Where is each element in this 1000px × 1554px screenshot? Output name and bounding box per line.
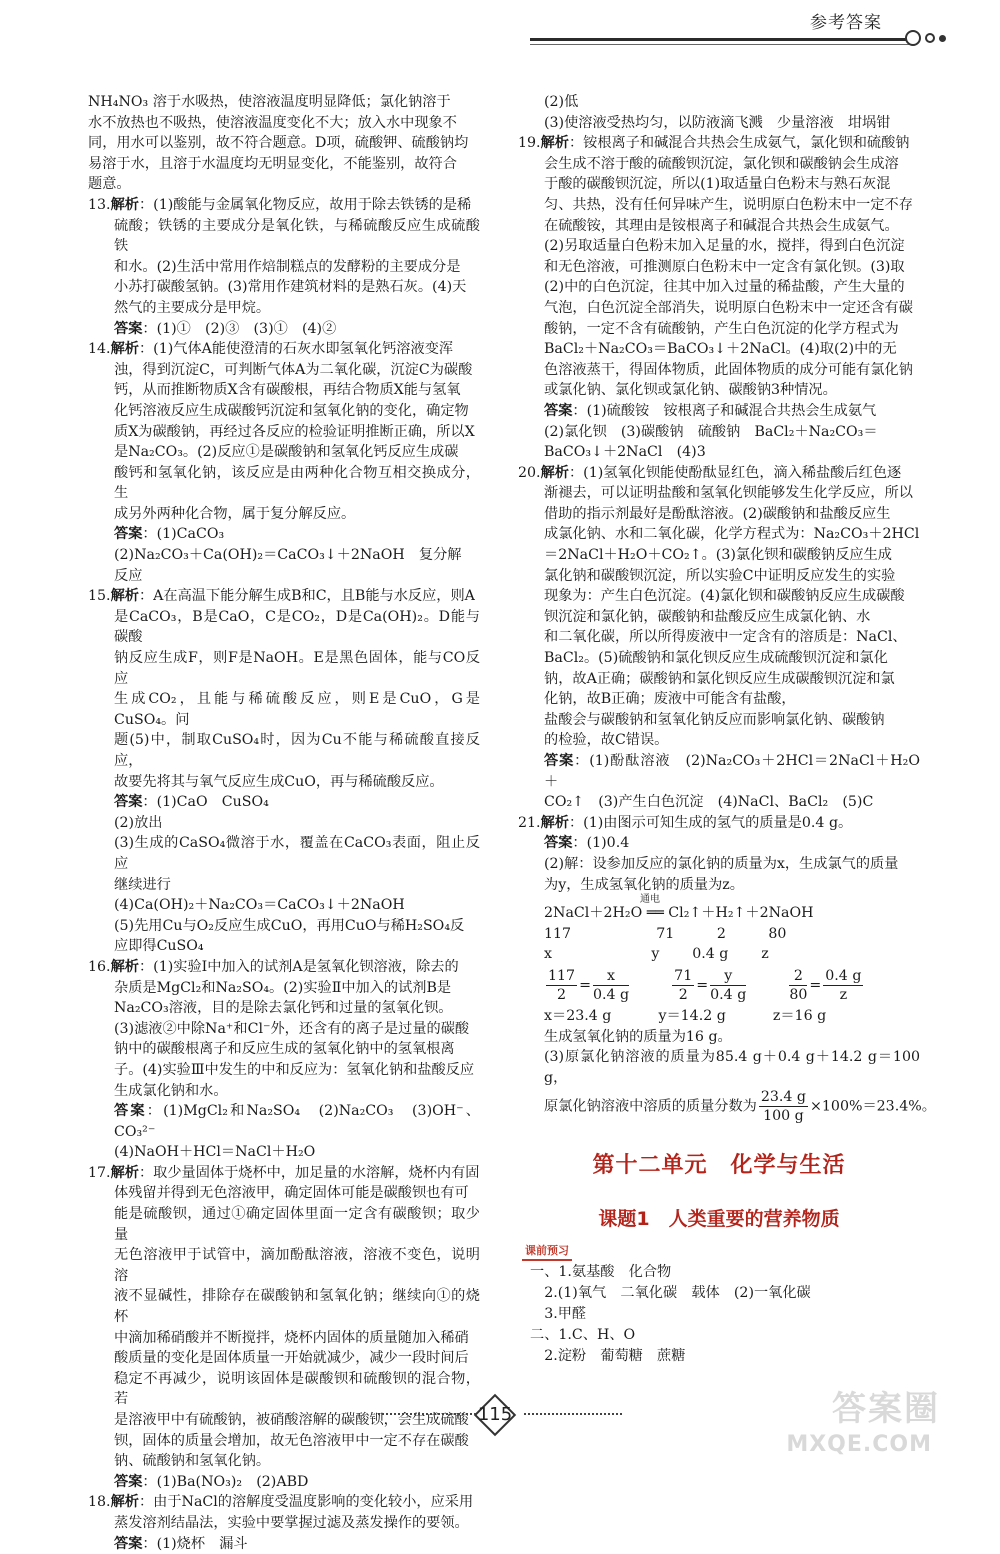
answer-text: ：(1)MgCl₂和Na₂SO₄ (2)Na₂CO₃ (3)OH⁻、CO₃²⁻ — [114, 1103, 480, 1140]
analysis-label: 解析 — [110, 1164, 139, 1181]
header-rule-thin — [530, 44, 910, 45]
q20 — [518, 463, 920, 484]
text-line: BaCl₂。(5)硫酸钠和氯化钡反应生成硫酸钡沉淀和氯化 — [544, 650, 888, 667]
text-line: ：(1)氢氧化钡能使酚酞显红色，滴入稀盐酸后红色逐 — [568, 464, 902, 481]
q14 — [88, 339, 480, 360]
analysis-label: 解析 — [540, 814, 569, 831]
text-line: 易溶于水，且溶于水温度均无明显变化，不能鉴别，故符合 — [88, 155, 457, 172]
answer-line: (3)生成的CaSO₄微溶于水，覆盖在CaCO₃表面，阻止反应 — [114, 835, 480, 872]
text-line: 钠反应生成F，则F是NaOH。E是黑色固体，能与CO反应 — [114, 650, 480, 687]
answer-line: CO₂↑ (3)产生白色沉淀 (4)NaCl、BaCl₂ (5)C — [544, 794, 874, 811]
preview-answers — [530, 1262, 910, 1367]
answer-line — [114, 1534, 480, 1554]
text-line: ：(1)气体A能使澄清的石灰水即氢氧化钙溶液变浑 — [138, 341, 454, 358]
q17 — [88, 1163, 480, 1184]
text-line: 成氯化钠、水和二氧化碳，化学方程式为：Na₂CO₃＋2HCl — [544, 526, 920, 543]
text-line: 酸钠，一定不含有硫酸钠，产生白色沉淀的化学方程式为 — [544, 320, 899, 337]
answer-text: ：(1)CaCO₃ — [142, 526, 225, 543]
answer-line: 应即得CuSO₄ — [114, 938, 204, 955]
analysis-label: 解析 — [110, 341, 139, 358]
text-line: 钡沉淀和氯化钠，碳酸钠和盐酸反应生成氯化钠、水 — [544, 608, 871, 625]
q13 — [88, 195, 480, 216]
molar-mass-row: 117 71 2 80 — [544, 925, 787, 942]
text-line: 化钠，故B正确；废液中可能含有盐酸， — [544, 691, 796, 708]
fraction: $\frac{2}{80}$ — [789, 967, 808, 1003]
header-dot-icon — [939, 35, 946, 42]
text-line: 故要先将其与氧气反应生成CuO，再与稀硫酸反应。 — [114, 773, 444, 790]
text-line: 是溶液甲中有硫酸钠，被硝酸溶解的碳酸钡，会生成硫酸 — [114, 1412, 469, 1428]
q15-body — [88, 607, 480, 957]
analysis-label: 解析 — [540, 464, 569, 481]
text-line: 钠中的碳酸根离子和反应生成的氢氧化钠中的氢氧根离 — [114, 1041, 455, 1058]
text-line: 和水。(2)生活中常用作焙制糕点的发酵粉的主要成分是 — [114, 258, 461, 275]
text-line: 然气的主要成分是甲烷。 — [114, 299, 271, 316]
text-line: 同，用水可以鉴别，故不符合题意。D项，硫酸钾、硫酸钠均 — [88, 135, 469, 152]
text-line: 是Na₂CO₃。(2)反应①是碳酸钠和氢氧化钙反应生成碳 — [114, 444, 459, 461]
answer-label: 答案 — [114, 320, 143, 337]
text-line: 杂质是MgCl₂和Na₂SO₄。(2)实验Ⅱ中加入的试剂B是 — [114, 979, 452, 996]
analysis-label: 解析 — [110, 196, 139, 213]
analysis-label: 解析 — [540, 135, 569, 152]
results-row: x＝23.4 g y＝14.2 g z＝16 g — [544, 1007, 827, 1024]
text-line: 生成CO₂，且能与稀硫酸反应，则E是CuO，G是CuSO₄。问 — [114, 691, 480, 728]
header-title: 参考答案 — [810, 13, 882, 33]
solution-line: 为y，生成氢氧化钠的质量为z。 — [544, 876, 744, 893]
text-line: 在硫酸铵，其理由是铵根离子和碱混合共热会生成氨气。 — [544, 217, 899, 234]
q20-body — [518, 483, 920, 813]
question-number: 13. — [88, 196, 111, 213]
text-line: 钠，故A正确；碳酸钠和氯化钡反应生成碳酸钡沉淀和氯 — [544, 670, 895, 687]
answer-line: BaCO₃↓＋2NaCl (4)3 — [544, 444, 706, 461]
q13-body — [88, 216, 480, 340]
q16 — [88, 957, 480, 978]
text-line: 蒸发溶剂结晶法，实验中要掌握过滤及蒸发操作的要领。 — [114, 1514, 469, 1531]
text-line: 小苏打碳酸氢钠。(3)常用作建筑材料的是熟石灰。(4)天 — [114, 279, 467, 296]
text-line: 钡，固体的质量会增加，故无色溶液甲中一定不存在碳酸 — [114, 1432, 469, 1449]
q15 — [88, 586, 480, 607]
text-line: 能是硫酸钡，通过①确定固体里面一定含有碳酸钡；取少量 — [114, 1206, 480, 1243]
q19 — [518, 133, 920, 154]
text-line: 借助的指示剂最好是酚酞溶液。(2)碳酸钠和盐酸反应生 — [544, 505, 891, 522]
watermark-logo: 答案圈 — [832, 1389, 940, 1429]
answer-line: (2)放出 — [114, 814, 163, 831]
answer-label: 答案 — [544, 835, 573, 852]
answer-line: (2)氯化钡 (3)碳酸钠 硫酸钠 BaCl₂＋Na₂CO₃＝ — [544, 423, 878, 440]
text-line: 气泡，白色沉淀全部消失，说明原白色粉末中一定还含有碳 — [544, 299, 913, 316]
text-line: 是CaCO₃，B是CaO，C是CO₂，D是Ca(OH)₂。D能与碳酸 — [114, 608, 480, 646]
answer-text: ：(1)Ba(NO₃)₂ (2)ABD — [142, 1473, 309, 1490]
q18-continued — [518, 92, 920, 133]
text-line: 中滴加稀硝酸并不断搅拌，烧杯内固体的质量随加入稀硝 — [114, 1329, 469, 1346]
q18-body — [88, 1513, 480, 1554]
question-number: 20. — [518, 464, 541, 481]
answer-line: (5)先用Cu与O₂反应生成CuO，再用CuO与稀H₂SO₄反 — [114, 917, 465, 934]
text-line: (2)中的白色沉淀，往其中加入过量的稀盐酸，产生大量的 — [544, 279, 905, 296]
answer-line — [544, 833, 920, 854]
answer-line: (4)NaOH＋HCl＝NaCl＋H₂O — [114, 1144, 316, 1161]
text-line: 体残留并得到无色溶液甲，确定固体可能是碳酸钡也有可 — [114, 1185, 469, 1202]
text-line: ：(1)酸能与金属氧化物反应，故用于除去铁锈的是稀 — [138, 196, 472, 213]
text-line: 氯化钠和碳酸钡沉淀，所以实验C中证明反应发生的实验 — [544, 567, 896, 584]
preview-line: 2.淀粉 葡萄糖 蔗糖 — [530, 1348, 686, 1364]
answer-line — [114, 319, 480, 340]
text-line: 无色溶液甲于试管中，滴加酚酞溶液，溶液不变色，说明溶 — [114, 1247, 480, 1284]
answer-line: 继续进行 — [114, 876, 171, 893]
fraction: $\frac{117}{2}$ — [548, 967, 576, 1003]
answer-line: (2)Na₂CO₃＋Ca(OH)₂＝CaCO₃↓＋2NaOH 复分解 — [114, 547, 462, 564]
text-line: 液不显碱性，排除存在碳酸钠和氢氧化钠；继续向①的烧杯 — [114, 1288, 480, 1326]
lesson-title: 课题1 人类重要的营养物质 — [598, 1208, 840, 1230]
fraction: $\frac{71}{2}$ — [674, 967, 693, 1003]
text-line: ：(1)实验Ⅰ中加入的试剂A是氢氧化钡溶液，除去的 — [138, 958, 459, 975]
text-line: ：铵根离子和碱混合共热会生成氨气，氯化钡和硫酸钠 — [568, 135, 910, 152]
answer-line: (4)Ca(OH)₂＋Na₂CO₃＝CaCO₃↓＋2NaOH — [114, 897, 405, 914]
question-number: 21. — [518, 814, 541, 831]
text-line: 现象为：产生白色沉淀。(4)氯化钡和碳酸钠反应生成碳酸 — [544, 588, 905, 605]
text-line: 会生成不溶于酸的硫酸钡沉淀，氯化钡和碳酸钠会生成溶 — [544, 155, 899, 172]
solution-line: 生成氢氧化钠的质量为16 g。 — [544, 1028, 732, 1045]
text-line: 题(5)中，制取CuSO₄时，因为Cu不能与稀硫酸直接反应， — [114, 732, 480, 769]
right-column — [518, 92, 936, 1125]
answer-line — [544, 401, 920, 422]
question-number: 16. — [88, 958, 111, 975]
question-number: 18. — [88, 1494, 111, 1511]
q16-body — [88, 978, 480, 1163]
answer-text: ：(1)酚酞溶液 (2)Na₂CO₃＋2HCl＝2NaCl＋H₂O＋ — [544, 753, 920, 790]
text-line: NH₄NO₃ 溶于水吸热，使溶液温度明显降低；氯化钠溶于 — [88, 94, 451, 110]
text-line: (2)另取适量白色粉末加入足量的水，搅拌，得到白色沉淀 — [544, 238, 905, 255]
watermark-url: MXQE.COM — [786, 1432, 932, 1457]
equation — [544, 894, 920, 924]
header-circle-small-icon — [925, 33, 935, 43]
answer-label: 答案 — [544, 753, 575, 769]
answer-line — [114, 1472, 480, 1493]
q12-tail — [88, 92, 480, 195]
answer-label: 答案 — [114, 1103, 147, 1120]
proportion-row: $\frac{117}{2}$ = $\frac{x}{0.4 g}$ $\frac{71}{2}$ = $\frac{y}{0.4 g}$ $\frac{2}{80}$ = $\frac{0.4 g}{z}$ — [548, 967, 862, 1003]
text-line: 成另外两种化合物，属于复分解反应。 — [114, 505, 356, 522]
answer-line — [114, 524, 480, 545]
answer-label: 答案 — [114, 794, 143, 811]
text-line: 化钙溶液反应生成碳酸钙沉淀和氢氧化钠的变化，确定物 — [114, 402, 469, 419]
analysis-label: 解析 — [110, 588, 139, 605]
text-line: 色溶液蒸干，得固体物质，此固体物质的成分可能有氯化钠 — [544, 361, 913, 378]
preview-line: 一、1.氨基酸 化合物 — [530, 1264, 672, 1280]
fraction: $\frac{0.4 g}{z}$ — [825, 967, 862, 1003]
text-line: 酸钙和氢氧化钠，该反应是由两种化合物互相交换成分，生 — [114, 464, 480, 502]
text-line: 钠、硫酸钠和氢氧化钠。 — [114, 1453, 271, 1470]
solution-line: (2)解：设参加反应的氯化钠的质量为x，生成氯气的质量 — [544, 855, 899, 872]
answer-label: 答案 — [114, 526, 143, 543]
text-line: ：A在高温下能分解生成B和C，且B能与水反应，则A — [138, 588, 475, 605]
preview-line: 3.甲醛 — [530, 1306, 587, 1322]
answer-label: 答案 — [114, 1535, 143, 1552]
text-line: 渐褪去，可以证明盐酸和氢氧化钡能够发生化学反应，所以 — [544, 485, 913, 502]
text-line: 硫酸；铁锈的主要成分是氧化铁，与稀硫酸反应生成硫酸铁 — [114, 217, 480, 255]
header-circle-icon — [905, 30, 921, 46]
answer-text: ：(1)0.4 — [572, 835, 630, 852]
text-line: 题意。 — [88, 176, 131, 193]
answer-text: ：(1)硫酸铵 铵根离子和碱混合共热会生成氨气 — [572, 402, 877, 419]
q21-body — [518, 833, 936, 1125]
question-number: 19. — [518, 135, 541, 152]
text-line: ：(1)由图示可知生成的氢气的质量是0.4 g。 — [568, 814, 853, 831]
text-line: BaCl₂＋Na₂CO₃＝BaCO₃↓＋2NaCl。(4)取(2)中的无 — [544, 341, 897, 358]
answer-line: (2)低 — [544, 94, 579, 110]
preview-tag: 课前预习 — [522, 1242, 572, 1261]
left-column — [88, 92, 480, 1554]
page-number: 115 — [477, 1404, 513, 1425]
fraction: $\frac{x}{0.4 g}$ — [592, 967, 630, 1003]
analysis-label: 解析 — [110, 958, 139, 975]
text-line: 浊，得到沉淀C，可判断气体A为二氧化碳，沉淀C为碳酸 — [114, 361, 473, 378]
text-line: 的检验，故C错误。 — [544, 732, 669, 749]
text-line: 生成氯化钠和水。 — [114, 1082, 228, 1099]
header-rule — [530, 38, 910, 41]
percent-line: 原氯化钠溶液中溶质的质量分数为 $\frac{23.4 g}{100 g}$ ×100%＝23.4%。 — [544, 1089, 936, 1125]
text-line: 或氯化钠、氯化钡或氯化钠、碳酸钠3种情况。 — [544, 382, 837, 399]
page-dots-left — [378, 1413, 476, 1415]
preview-line: 2.(1)氧气 二氧化碳 载体 (2)一氧化碳 — [530, 1285, 811, 1301]
text-line: ：由于NaCl的溶解度受温度影响的变化较小，应采用 — [138, 1494, 474, 1511]
answer-line — [544, 751, 920, 792]
q18 — [88, 1492, 480, 1513]
page-dots-right — [524, 1413, 622, 1415]
text-line: 匀、共热，没有任何异味产生，说明原白色粉末中一定不存 — [544, 196, 913, 213]
answer-line: (3)使溶液受热均匀，以防液滴飞溅 少量溶液 坩埚钳 — [544, 114, 891, 131]
solution-line: (3)原氯化钠溶液的质量为85.4 g＋0.4 g＋14.2 g＝100 g， — [544, 1049, 920, 1086]
text-line: 盐酸会与碳酸钠和氢氧化钠反应而影响氯化钠、碳酸钠 — [544, 711, 885, 728]
q17-body — [88, 1183, 480, 1492]
text-line: 水不放热也不吸热，使溶液温度变化不大；放入水中现象不 — [88, 114, 457, 131]
question-number: 14. — [88, 341, 111, 358]
fraction: $\frac{y}{0.4 g}$ — [710, 967, 747, 1003]
text-line: 和二氧化碳，所以所得废液中一定含有的溶质是：NaCl、 — [544, 629, 907, 646]
text-line: Na₂CO₃溶液，目的是除去氯化钙和过量的氢氧化钡。 — [114, 1000, 453, 1017]
reaction-condition: 通电 — [640, 894, 660, 906]
preview-line: 二、1.C、H、O — [530, 1327, 636, 1343]
chemical-equation: 2NaCl＋2H₂O ══ Cl₂↑＋H₂↑＋2NaOH — [544, 905, 814, 922]
text-line: ：取少量固体于烧杯中，加足量的水溶解，烧杯内有固 — [138, 1164, 480, 1181]
answer-label: 答案 — [544, 402, 573, 419]
analysis-label: 解析 — [110, 1494, 139, 1511]
text-line: 子。(4)实验Ⅲ中发生的中和反应为：氢氧化钠和盐酸反应 — [114, 1061, 475, 1078]
question-number: 17. — [88, 1164, 111, 1181]
question-number: 15. — [88, 588, 111, 605]
unit-title: 第十二单元 化学与生活 — [592, 1153, 846, 1178]
answer-line — [114, 792, 480, 813]
answer-text: ：(1)CaO CuSO₄ — [142, 794, 269, 811]
text-line: ＝2NaCl＋H₂O＋CO₂↑。(3)氯化钡和碳酸钠反应生成 — [544, 547, 892, 564]
answer-label: 答案 — [114, 1473, 143, 1490]
text-line: (3)滤液②中除Na⁺和Cl⁻外，还含有的离子是过量的碳酸 — [114, 1020, 470, 1037]
variable-row: x y 0.4 g z — [544, 946, 769, 963]
text-line: 稳定不再减少，说明该固体是碳酸钡和硫酸钡的混合物，若 — [114, 1370, 480, 1408]
fraction: $\frac{23.4 g}{100 g}$ — [760, 1089, 807, 1125]
text-line: 质X为碳酸钠，再经过各反应的检验证明推断正确，所以X — [114, 423, 475, 440]
answer-line — [114, 1101, 480, 1142]
q19-body — [518, 154, 920, 463]
text-line: 钙，从而推断物质X含有碳酸根，再结合物质X能与氢氧 — [114, 382, 461, 399]
text-line: 于酸的碳酸钡沉淀，所以(1)取适量白色粉末与熟石灰混 — [544, 176, 891, 193]
text-line: 和无色溶液，可推测原白色粉末中一定含有氯化钡。(3)取 — [544, 258, 905, 275]
q14-body — [88, 360, 480, 587]
text-line: 酸质量的变化是固体质量一开始就减少，减少一段时间后 — [114, 1350, 469, 1367]
answer-text: ：(1)① (2)③ (3)① (4)② — [142, 320, 337, 337]
answer-line: 反应 — [114, 567, 143, 584]
answer-text: ：(1)烧杯 漏斗 — [142, 1535, 248, 1552]
q21 — [518, 813, 920, 834]
